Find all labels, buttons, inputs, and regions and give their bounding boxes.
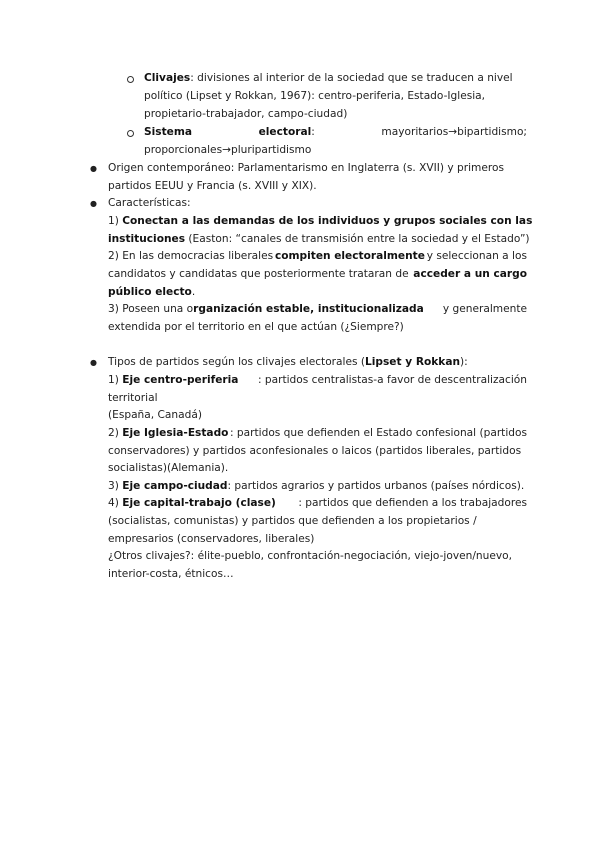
eje-4-line-3: empresarios (conservadores, liberales) — [108, 533, 315, 545]
bullet-icon: ● — [90, 199, 97, 208]
eje-1-text: : partidos centralistas-a favor de descentralización — [257, 374, 527, 386]
eje-3-text: : partidos agrarios y partidos urbanos (países nórdicos). — [227, 480, 525, 492]
eje-3-number: 3) — [108, 480, 123, 492]
p1-bold-1: Conectan a las demandas de los individuos y grupos sociales con las — [122, 215, 533, 227]
eje-4-number: 4) — [108, 497, 123, 509]
p2-bold-b: acceder a un cargo — [413, 268, 527, 280]
colon: : — [311, 126, 315, 138]
eje-1-title: Eje centro-periferia — [122, 374, 239, 386]
sistema-electoral-line-2: proporcionales→pluripartidismo — [144, 144, 312, 156]
p2-period: . — [191, 286, 196, 298]
p2-text-a: 2) En las democracias liberales — [108, 250, 274, 262]
caracteristicas-p3-line-2: extendida por el territorio en el que actúan (¿Siempre?) — [108, 321, 404, 333]
tipos-heading — [108, 354, 468, 372]
eje-4-line-2: (socialistas, comunistas) y partidos que defienden a los propietarios / — [108, 515, 477, 527]
bullet-icon: ● — [90, 358, 97, 367]
origen-text-1: Origen contemporáneo: Parlamentarismo en Inglaterra (s. XVII) y primeros — [108, 162, 504, 174]
eje-2-line-1 — [108, 425, 527, 443]
eje-4-text: : partidos que defienden a los trabajadores — [298, 497, 527, 509]
p1-rest: (Easton: “canales de transmisión entre la sociedad y el Estado”) — [185, 233, 530, 245]
p2-bold-c: público electo — [108, 286, 192, 298]
p1-bold-2: instituciones — [108, 233, 186, 245]
otros-clivajes-line-2: interior-costa, étnicos… — [108, 568, 234, 580]
caracteristicas-heading: Características: — [108, 197, 191, 209]
p2-text-c: y seleccionan a los — [426, 250, 527, 262]
eje-4-title: Eje capital-trabajo (clase) — [122, 497, 276, 509]
caracteristicas-p2-line-1 — [108, 248, 527, 266]
eje-4-line-1 — [108, 495, 527, 513]
p3-text-c: y generalmente — [442, 303, 527, 315]
eje-2-number: 2) — [108, 427, 123, 439]
p3-bold: rganización estable, institucionalizada — [193, 303, 424, 315]
sistema-electoral-line-1 — [144, 124, 527, 142]
caracteristicas-p3-line-1 — [108, 301, 527, 319]
eje-1-number: 1) — [108, 374, 123, 386]
p3-text-a: 3) Poseen una o — [108, 303, 194, 315]
origen-line-2: partidos EEUU y Francia (s. XVIII y XIX). — [108, 180, 317, 192]
eje-2-line-3: socialistas)(Alemania). — [108, 462, 229, 474]
bullet-icon: ● — [90, 164, 97, 173]
p2-bold-a: compiten electoralmente — [274, 250, 425, 262]
otros-clivajes-line-1: ¿Otros clivajes?: élite-pueblo, confrontación-negociación, viejo-joven/nuevo, — [108, 550, 512, 562]
eje-1-line-1 — [108, 372, 527, 390]
eje-1-line-3: (España, Canadá) — [108, 409, 202, 421]
tipos-heading-c: ): — [460, 356, 468, 368]
sistema-term: Sistema — [144, 126, 193, 138]
eje-2-title: Eje Iglesia-Estado — [122, 427, 229, 439]
tipos-heading-bold: Lipset y Rokkan — [365, 356, 461, 368]
clivajes-term: Clivajes — [144, 72, 191, 84]
p1-number: 1) — [108, 215, 123, 227]
electoral-term: electoral — [258, 126, 312, 138]
circle-bullet-icon — [127, 130, 134, 137]
eje-2-line-2: conservadores) y partidos aconfesionales o laicos (partidos liberales, partidos — [108, 445, 522, 457]
caracteristicas-p1-line-2 — [108, 231, 530, 249]
clivajes-text-1: : divisiones al interior de la sociedad que se traducen a nivel — [190, 72, 513, 84]
caracteristicas-p2-line-3 — [108, 284, 195, 302]
clivajes-line-2: político (Lipset y Rokkan, 1967): centro-periferia, Estado-Iglesia, — [144, 90, 486, 102]
eje-2-text: : partidos que defienden el Estado confesional (partidos — [229, 427, 527, 439]
tipos-heading-a: Tipos de partidos según los clivajes electorales ( — [108, 356, 366, 368]
circle-bullet-icon — [127, 76, 134, 83]
origen-line-1 — [108, 160, 527, 178]
clivajes-line-1 — [144, 70, 527, 88]
clivajes-line-3: propietario-trabajador, campo-ciudad) — [144, 108, 348, 120]
eje-3-title: Eje campo-ciudad — [122, 480, 228, 492]
mayoritarios-text: mayoritarios→bipartidismo; — [381, 126, 527, 138]
caracteristicas-p2-line-2 — [108, 266, 527, 284]
eje-3-line-1 — [108, 478, 524, 496]
p2-text-b: candidatos y candidatas que posteriormente trataran de — [108, 268, 409, 280]
eje-1-line-2: territorial — [108, 392, 158, 404]
caracteristicas-p1-line-1 — [108, 213, 532, 231]
